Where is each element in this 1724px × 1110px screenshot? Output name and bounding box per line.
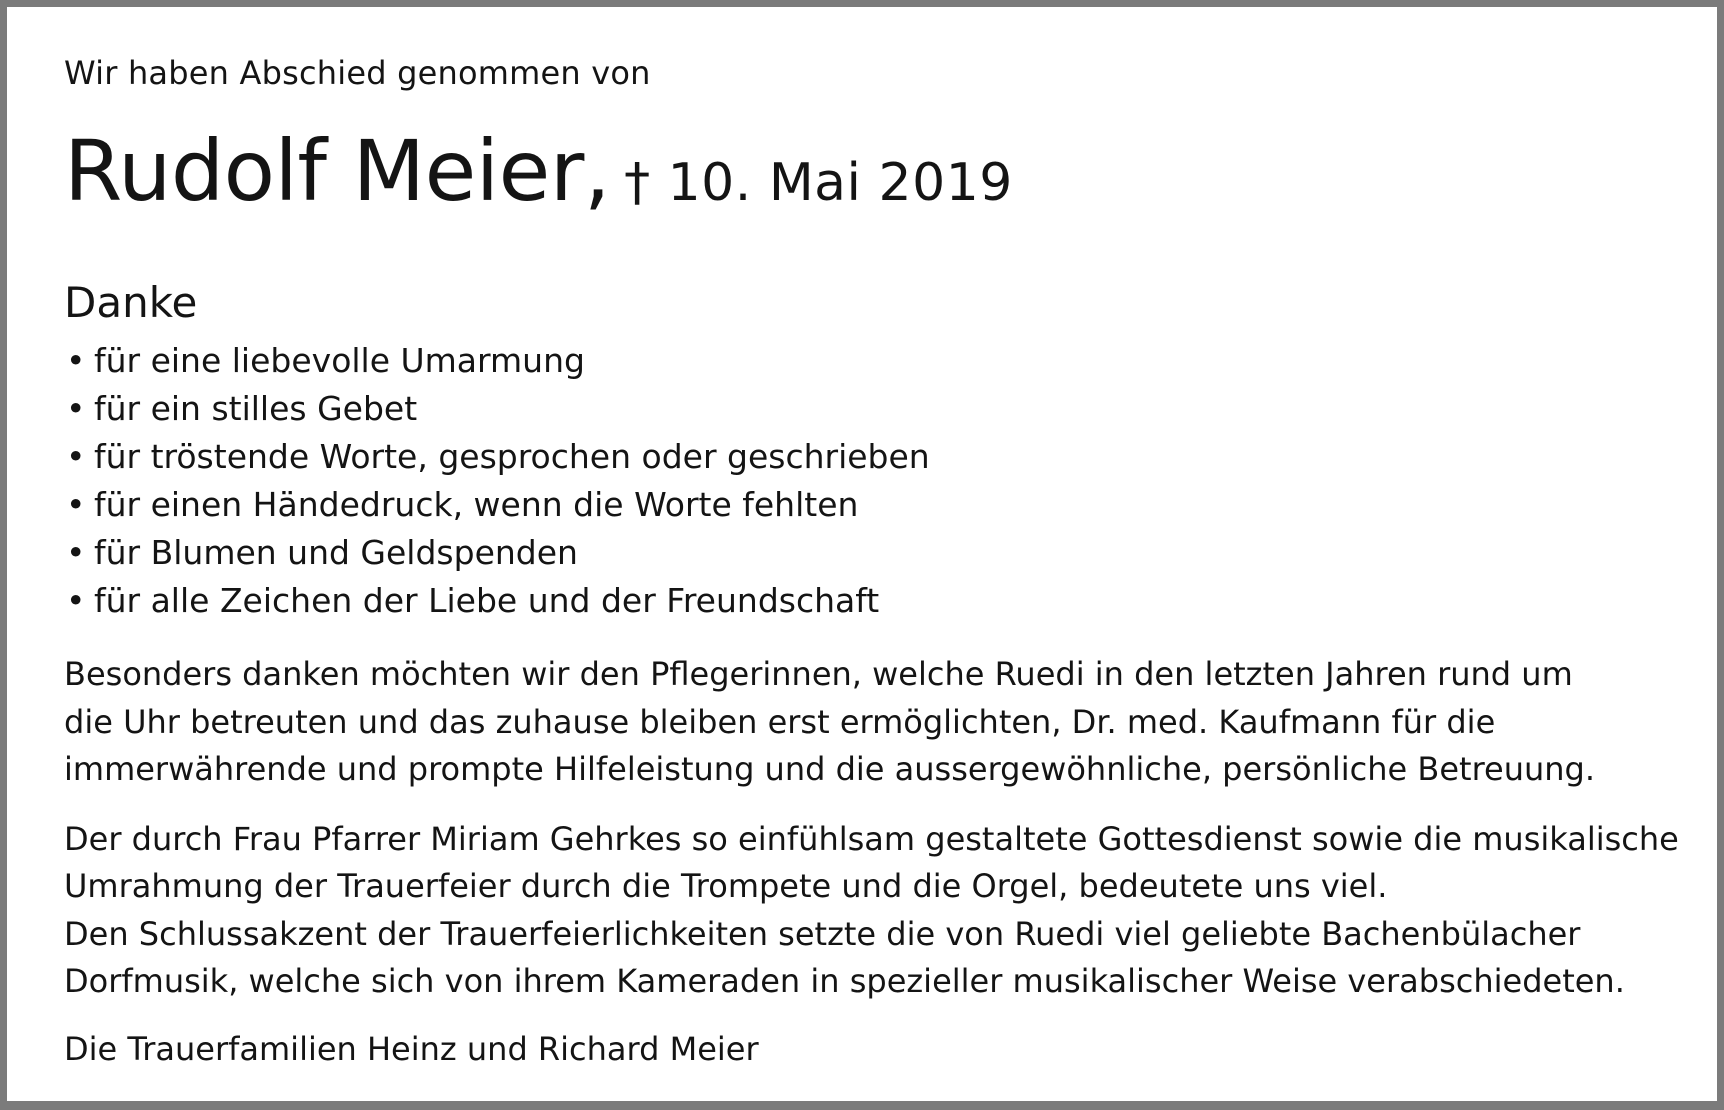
thanks-heading: Danke	[64, 278, 198, 327]
notice-content	[64, 51, 1704, 1073]
paragraph-line: die Uhr betreuten und das zuhause bleiben erst ermöglichten, Dr. med. Kaufmann für die	[64, 702, 1496, 741]
thanks-item: • für alle Zeichen der Liebe und der Freundschaft	[64, 577, 1704, 625]
thanks-item: • für Blumen und Geldspenden	[64, 529, 1704, 577]
thanks-item: • für ein stilles Gebet	[64, 385, 1704, 433]
thanks-item: • für tröstende Worte, gesprochen oder geschrieben	[64, 433, 1704, 481]
paragraph-line: Besonders danken möchten wir den Pflegerinnen, welche Ruedi in den letzten Jahren rund um	[64, 655, 1573, 693]
paragraph-line: Der durch Frau Pfarrer Miriam Gehrkes so einfühlsam gestaltete Gottesdienst sowie die musikalische	[64, 819, 1679, 858]
paragraph-line: Dorfmusik, welche sich von ihrem Kameraden in spezieller musikalischer Weise verabschiedeten.	[64, 962, 1625, 1000]
headline	[64, 115, 1704, 251]
service-paragraph	[64, 816, 1704, 1006]
thanks-item: • für einen Händedruck, wenn die Worte fehlten	[64, 481, 1704, 529]
paragraph-line: immerwährende und prompte Hilfeleistung und die aussergewöhnliche, persönliche Betreuung.	[64, 750, 1596, 788]
signature: Die Trauerfamilien Heinz und Richard Meier	[64, 1029, 759, 1068]
thanks-list	[64, 337, 1704, 625]
caregivers-paragraph	[64, 651, 1704, 794]
deceased-name: Rudolf Meier,	[64, 122, 611, 220]
death-date: † 10. Mai 2019	[624, 153, 1013, 213]
paragraph-line: Den Schlussakzent der Trauerfeierlichkeiten setzte die von Ruedi viel geliebte Bachenbülacher	[64, 914, 1581, 953]
thanks-item: • für eine liebevolle Umarmung	[64, 337, 1704, 385]
paragraph-line: Umrahmung der Trauerfeier durch die Trompete und die Orgel, bedeutete uns viel.	[64, 867, 1388, 905]
intro-text: Wir haben Abschied genommen von	[64, 54, 651, 92]
